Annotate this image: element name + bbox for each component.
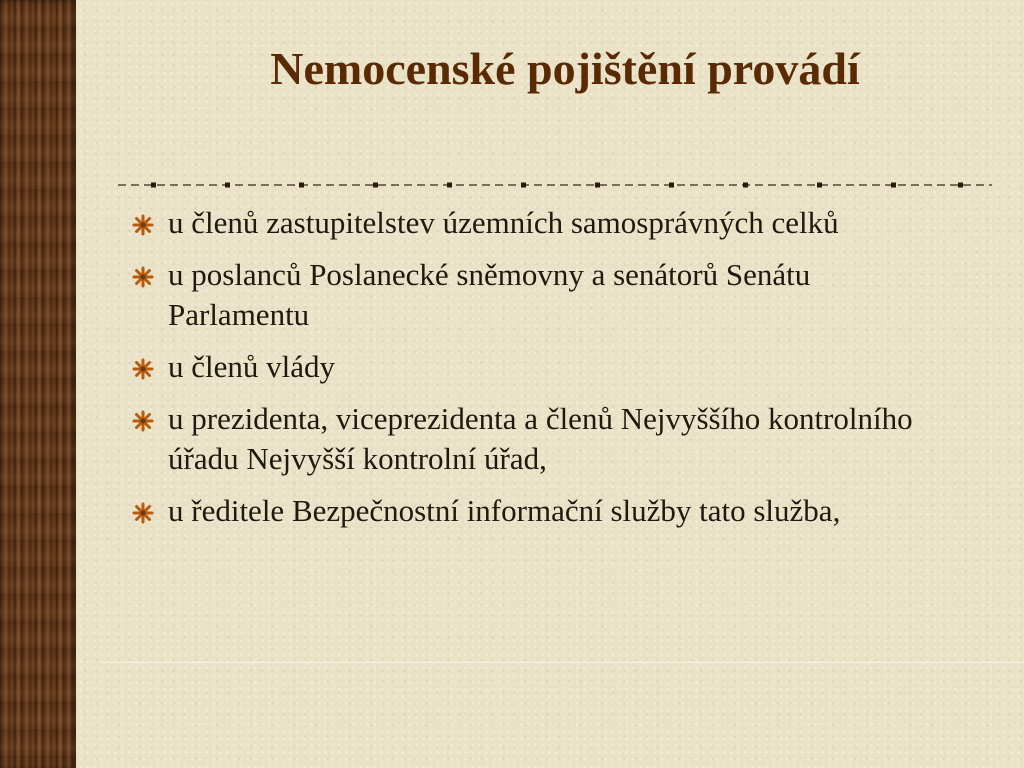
asterisk-star-icon — [132, 358, 154, 380]
bottom-divider — [100, 662, 1024, 663]
bullet-text: u členů zastupitelstev územních samosprávných celků — [168, 205, 839, 240]
asterisk-star-icon — [132, 410, 154, 432]
list-item — [132, 203, 952, 243]
asterisk-star-icon — [132, 266, 154, 288]
bullet-text: u poslanců Poslanecké sněmovny a senátorů Senátu Parlamentu — [168, 257, 811, 332]
bullet-text: u členů vlády — [168, 349, 336, 384]
bullet-list — [132, 203, 952, 543]
list-item — [132, 491, 952, 531]
bullet-text: u ředitele Bezpečnostní informační služby tato služba, — [168, 493, 841, 528]
asterisk-star-icon — [132, 502, 154, 524]
list-item — [132, 399, 952, 479]
bullet-text: u prezidenta, viceprezidenta a členů Nejvyššího kontrolního úřadu Nejvyšší kontrolní úřad, — [168, 401, 913, 476]
slide-title: Nemocenské pojištění provádí — [270, 43, 860, 94]
list-item — [132, 347, 952, 387]
list-item — [132, 255, 952, 335]
dashed-divider — [118, 182, 992, 188]
wood-sidebar-decoration — [0, 0, 76, 768]
asterisk-star-icon — [132, 214, 154, 236]
